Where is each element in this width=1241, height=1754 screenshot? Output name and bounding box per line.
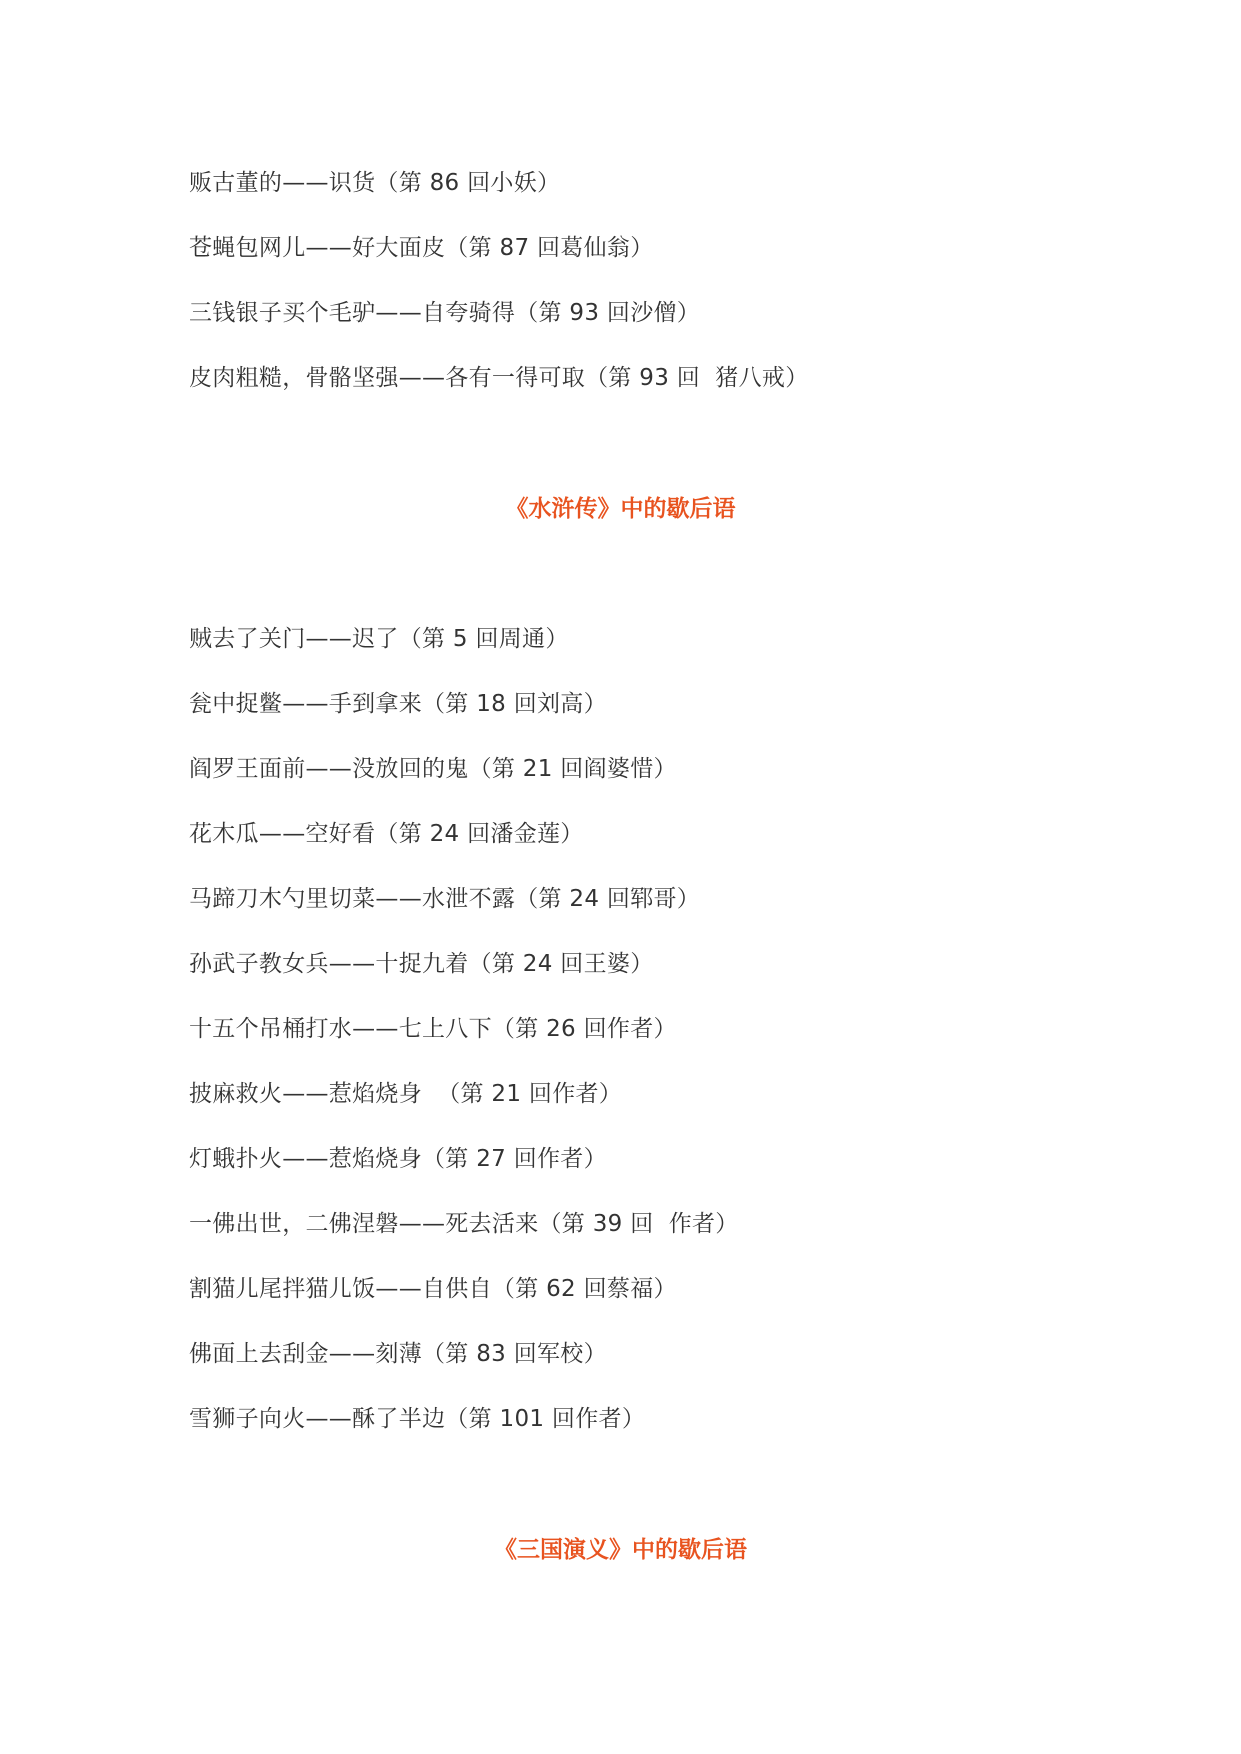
xiehouyu-line: 灯蛾扑火——惹焰烧身（第 27 回作者） — [189, 1146, 607, 1172]
section-heading-shuihu: 《水浒传》中的歇后语 — [505, 496, 736, 522]
xiehouyu-line: 一佛出世，二佛涅磐——死去活来（第 39 回 作者） — [189, 1211, 739, 1237]
xiehouyu-line: 贼去了关门——迟了（第 5 回周通） — [189, 626, 569, 652]
xiehouyu-line: 披麻救火——惹焰烧身 （第 21 回作者） — [189, 1081, 623, 1107]
xiehouyu-line: 贩古董的——识货（第 86 回小妖） — [189, 170, 561, 196]
xiehouyu-line: 苍蝇包网儿——好大面皮（第 87 回葛仙翁） — [189, 235, 654, 261]
xiehouyu-line: 花木瓜——空好看（第 24 回潘金莲） — [189, 821, 584, 847]
xiehouyu-line: 雪狮子向火——酥了半边（第 101 回作者） — [189, 1406, 646, 1432]
xiehouyu-line: 十五个吊桶打水——七上八下（第 26 回作者） — [189, 1016, 677, 1042]
xiehouyu-line: 马蹄刀木勺里切菜——水泄不露（第 24 回郓哥） — [189, 886, 701, 912]
xiehouyu-line: 割猫儿尾拌猫儿饭——自供自（第 62 回蔡福） — [189, 1276, 677, 1302]
xiehouyu-line: 孙武子教女兵——十捉九着（第 24 回王婆） — [189, 951, 654, 977]
xiehouyu-line: 瓮中捉鳖——手到拿来（第 18 回刘高） — [189, 691, 607, 717]
xiehouyu-line: 三钱银子买个毛驴——自夸骑得（第 93 回沙僧） — [189, 300, 701, 326]
xiehouyu-line: 阎罗王面前——没放回的鬼（第 21 回阎婆惜） — [189, 756, 677, 782]
section-heading-sanguo: 《三国演义》中的歇后语 — [494, 1537, 747, 1563]
xiehouyu-line: 皮肉粗糙，骨骼坚强——各有一得可取（第 93 回 猪八戒） — [189, 365, 809, 391]
xiehouyu-line: 佛面上去刮金——刻薄（第 83 回军校） — [189, 1341, 607, 1367]
